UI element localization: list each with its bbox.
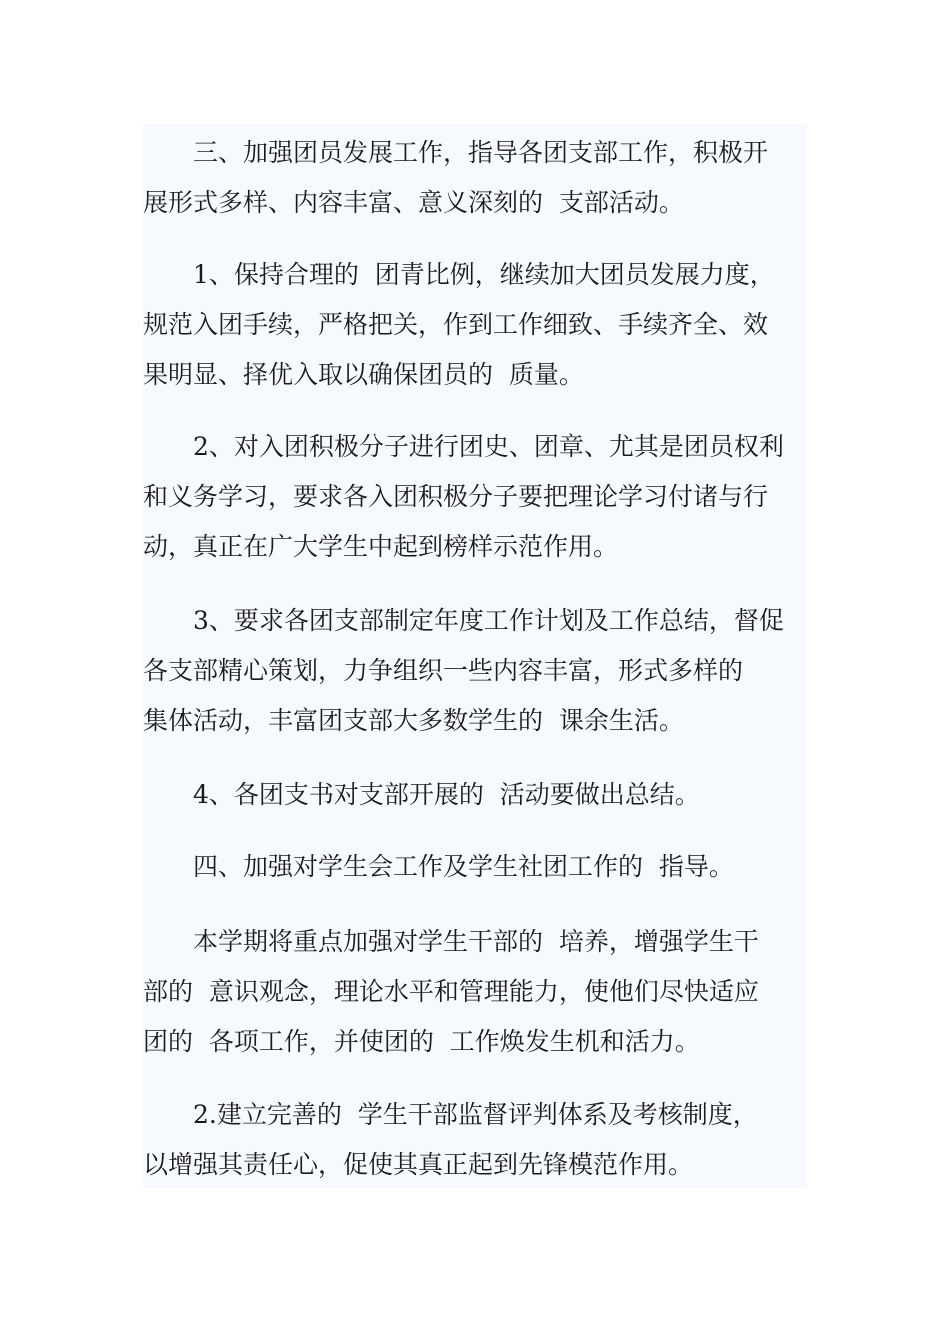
paragraph-section-four-body: [143, 917, 807, 1067]
text-line: 4、各团支书对支部开展的 活动要做出总结。: [193, 780, 700, 809]
text-line: 以增强其责任心，促使其真正起到先锋模范作用。: [143, 1150, 694, 1179]
paragraph-section-three: [143, 128, 807, 228]
text-line: 2、对入团积极分子进行团史、团章、尤其是团员权利: [193, 432, 784, 461]
text-line: 动，真正在广大学生中起到榜样示范作用。: [143, 532, 619, 561]
text-line: 四、加强对学生会工作及学生社团工作的 指导。: [193, 852, 734, 881]
paragraph-item-2: [143, 422, 807, 572]
text-line: 规范入团手续，严格把关，作到工作细致、手续齐全、效: [143, 310, 769, 339]
text-line: 果明显、择优入取以确保团员的 质量。: [143, 360, 584, 389]
text-line: 团的 各项工作，并使团的 工作焕发生机和活力。: [143, 1027, 700, 1056]
paragraph-item-3: [143, 596, 807, 746]
text-line: 部的 意识观念，理论水平和管理能力，使他们尽快适应: [143, 977, 759, 1006]
document-body: [143, 124, 807, 1188]
text-line: 和义务学习，要求各入团积极分子要把理论学习付诸与行: [143, 482, 769, 511]
paragraph-section-four: [143, 842, 807, 892]
text-line: 展形式多样、内容丰富、意义深刻的 支部活动。: [143, 188, 684, 217]
text-line: 2.建立完善的 学生干部监督评判体系及考核制度，: [193, 1100, 758, 1129]
text-line: 1、保持合理的 团青比例，继续加大团员发展力度，: [193, 260, 775, 289]
text-line: 3、要求各团支部制定年度工作计划及工作总结，督促: [193, 606, 784, 635]
paragraph-item-1: [143, 250, 807, 400]
text-line: 集体活动，丰富团支部大多数学生的 课余生活。: [143, 706, 684, 735]
paragraph-section-four-item-2: [143, 1090, 807, 1190]
text-line: 本学期将重点加强对学生干部的 培养，增强学生干: [193, 927, 759, 956]
text-line: 三、加强团员发展工作，指导各团支部工作，积极开: [193, 138, 769, 167]
paragraph-item-4: [143, 770, 807, 820]
text-line: 各支部精心策划，力争组织一些内容丰富，形式多样的: [143, 656, 744, 685]
